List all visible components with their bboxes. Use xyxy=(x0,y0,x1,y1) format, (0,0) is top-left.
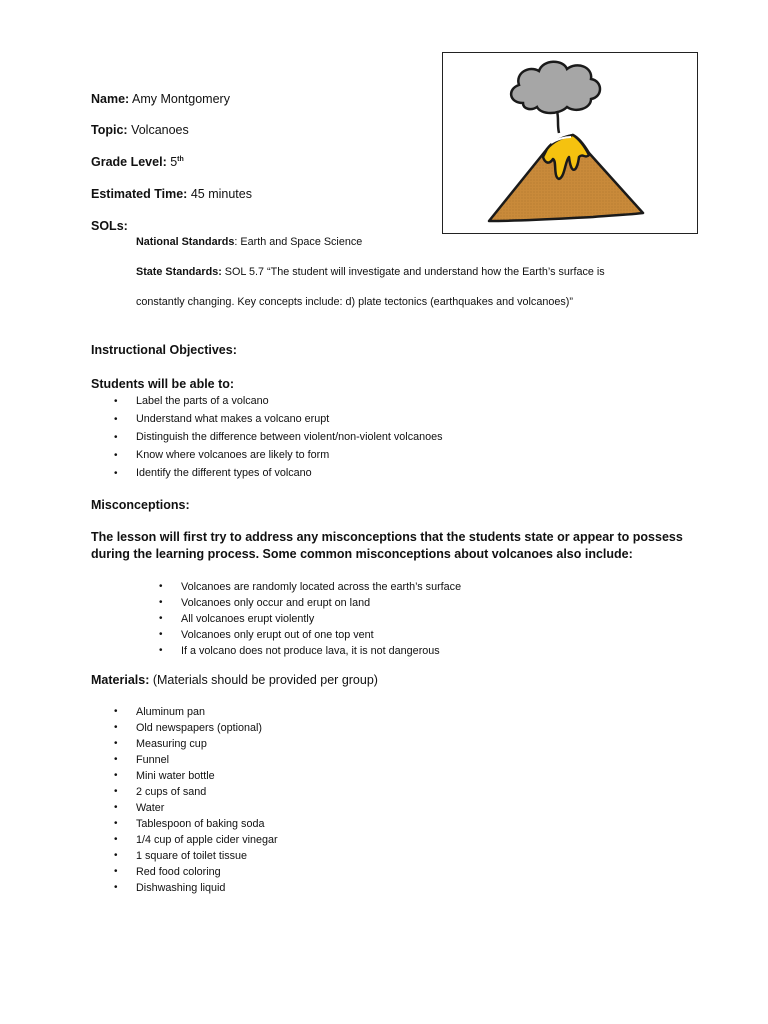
list-item: • 1/4 cup of apple cider vinegar xyxy=(114,834,278,846)
state-standards-line-2: constantly changing. Key concepts include: d) plate tectonics (earthquakes and volcanoes)” xyxy=(136,296,573,308)
grade-value: 5 xyxy=(170,155,178,169)
name-value: Amy Montgomery xyxy=(132,92,230,106)
bullet: • xyxy=(114,770,118,781)
list-item: • Water xyxy=(114,802,165,814)
bullet: • xyxy=(114,450,118,461)
bullet: • xyxy=(114,396,118,407)
misconceptions-heading: Misconceptions: xyxy=(91,498,190,512)
time-line xyxy=(91,187,252,201)
bullet: • xyxy=(114,738,118,749)
list-item: • Understand what makes a volcano erupt xyxy=(114,413,330,425)
bullet: • xyxy=(114,882,118,893)
bullet: • xyxy=(114,722,118,733)
bullet: • xyxy=(114,786,118,797)
bullet: • xyxy=(114,818,118,829)
list-item: • Know where volcanoes are likely to form xyxy=(114,449,330,461)
materials-note: (Materials should be provided per group) xyxy=(149,673,378,687)
topic-label: Topic: xyxy=(91,123,128,137)
topic-value: Volcanoes xyxy=(131,123,189,137)
materials-heading: Materials: xyxy=(91,673,150,687)
list-item: • If a volcano does not produce lava, it is not dangerous xyxy=(159,645,440,657)
bullet: • xyxy=(114,850,118,861)
bullet: • xyxy=(114,834,118,845)
list-item: • 1 square of toilet tissue xyxy=(114,850,248,862)
list-item: • Distinguish the difference between violent/non-violent volcanoes xyxy=(114,431,443,443)
misconceptions-list xyxy=(159,580,462,660)
time-value: 45 minutes xyxy=(190,187,252,201)
list-item: • Red food coloring xyxy=(114,866,221,878)
objectives-heading: Instructional Objectives: xyxy=(91,343,237,357)
bullet: • xyxy=(159,581,163,592)
bullet: • xyxy=(114,414,118,425)
name-label: Name: xyxy=(91,92,130,106)
list-item: • Tablespoon of baking soda xyxy=(114,818,265,830)
bullet: • xyxy=(159,629,163,640)
sols-label: SOLs: xyxy=(91,219,128,233)
misconceptions-para-1: The lesson will first try to address any misconceptions that the students state or appear to possess xyxy=(91,530,683,544)
list-item: • Label the parts of a volcano xyxy=(114,395,269,407)
list-item: • Measuring cup xyxy=(114,738,207,750)
list-item: • 2 cups of sand xyxy=(114,786,207,798)
objectives-intro: Students will be able to: xyxy=(91,377,235,391)
state-label: State Standards: xyxy=(136,266,222,278)
list-item: • Mini water bottle xyxy=(114,770,215,782)
bullet: • xyxy=(114,706,118,717)
bullet: • xyxy=(159,645,163,656)
objectives-list xyxy=(114,394,443,484)
materials-line xyxy=(91,673,378,687)
grade-label: Grade Level: xyxy=(91,155,167,169)
bullet: • xyxy=(159,613,163,624)
time-label: Estimated Time: xyxy=(91,187,188,201)
bullet: • xyxy=(114,802,118,813)
bullet: • xyxy=(114,468,118,479)
list-item: • Dishwashing liquid xyxy=(114,882,226,894)
national-value: : Earth and Space Science xyxy=(234,236,363,248)
list-item: • Volcanoes only erupt out of one top vent xyxy=(159,629,374,641)
name-line xyxy=(91,92,230,106)
topic-line xyxy=(91,123,189,137)
list-item: • Identify the different types of volcano xyxy=(114,467,312,479)
volcano-icon xyxy=(443,53,697,233)
list-item: • Aluminum pan xyxy=(114,706,206,718)
list-item: • Volcanoes are randomly located across the earth’s surface xyxy=(159,581,462,593)
grade-suffix: th xyxy=(177,155,184,163)
misconceptions-para-2: during the learning process. Some common misconceptions about volcanoes also include: xyxy=(91,547,633,561)
volcano-illustration xyxy=(442,52,698,234)
state-value-1: SOL 5.7 “The student will investigate and understand how the Earth’s surface is xyxy=(221,266,605,278)
list-item: • Funnel xyxy=(114,754,170,766)
list-item: • Old newspapers (optional) xyxy=(114,722,263,734)
grade-line xyxy=(91,155,184,169)
bullet: • xyxy=(114,432,118,443)
bullet: • xyxy=(159,597,163,608)
list-item: • All volcanoes erupt violently xyxy=(159,613,315,625)
state-standards-line xyxy=(136,266,605,278)
smoke-cloud xyxy=(511,62,600,133)
national-standards-line xyxy=(136,236,362,248)
national-label: National Standards xyxy=(136,236,235,248)
list-item: • Volcanoes only occur and erupt on land xyxy=(159,597,371,609)
bullet: • xyxy=(114,754,118,765)
bullet: • xyxy=(114,866,118,877)
materials-list xyxy=(114,705,278,897)
